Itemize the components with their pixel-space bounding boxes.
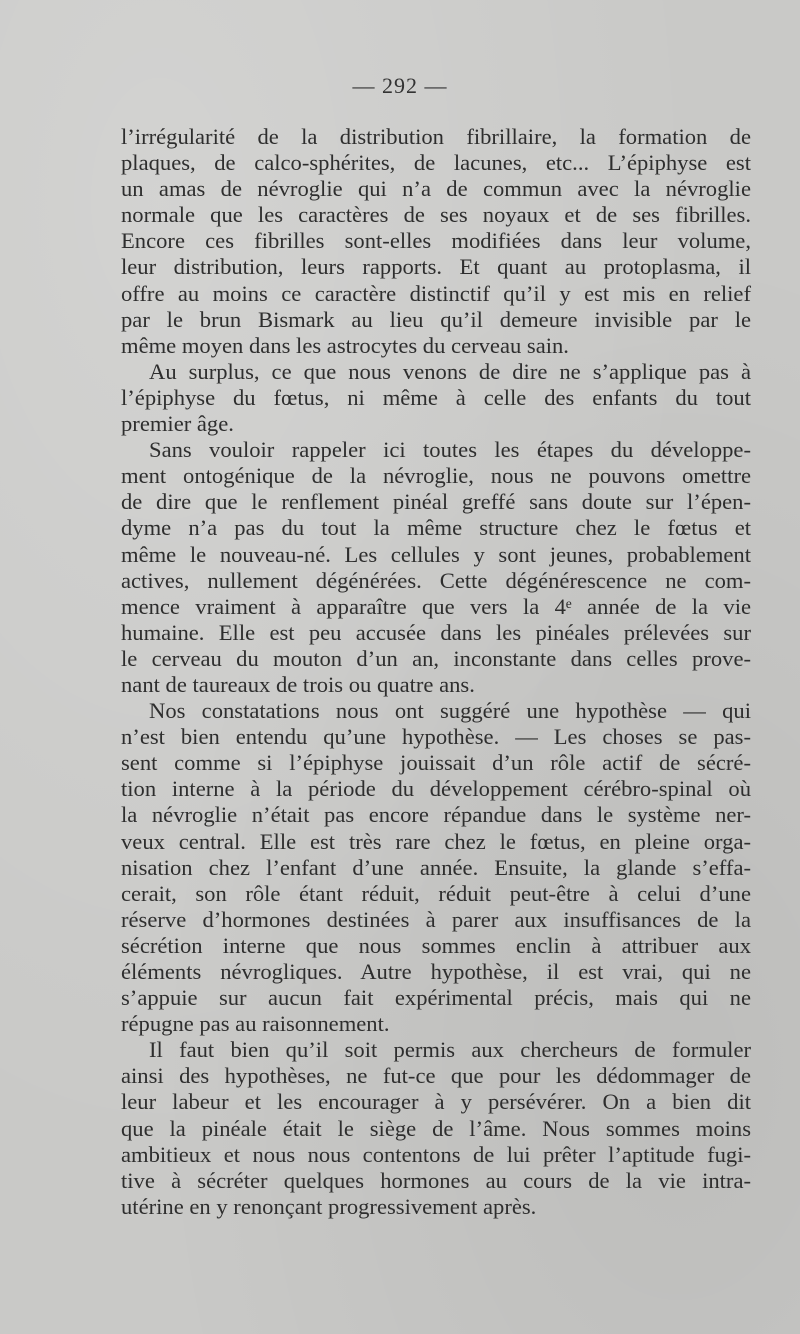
text-line: ambitieux et nous nous contentons de lui prêter l’aptitude fugi- <box>121 1141 751 1167</box>
text-line: Encore ces fibrilles sont-elles modifiées dans leur volume, <box>121 228 751 254</box>
text-line: sécrétion interne que nous sommes enclin à attribuer aux <box>121 932 751 958</box>
text-line: même le nouveau-né. Les cellules y sont jeunes, probablement <box>121 541 751 567</box>
text-line: l’épiphyse du fœtus, ni même à celle des enfants du tout <box>121 384 751 410</box>
text-line: répugne pas au raisonnement. <box>121 1011 390 1037</box>
text-line: Sans vouloir rappeler ici toutes les étapes du développe- <box>149 437 751 463</box>
text-line: l’irrégularité de la distribution fibrillaire, la formation de <box>121 124 751 149</box>
text-line: par le brun Bismark au lieu qu’il demeure invisible par le <box>121 306 751 332</box>
text-line: la névroglie n’était pas encore répandue dans le système ner- <box>121 802 751 828</box>
text-line: mence vraiment à apparaître que vers la 4ᵉ année de la vie <box>121 593 751 619</box>
text-line: même moyen dans les astrocytes du cerveau sain. <box>121 332 569 358</box>
text-line: leur labeur et les encourager à y persévérer. On a bien dit <box>121 1089 751 1115</box>
text-line: n’est bien entendu qu’une hypothèse. — Les choses se pas- <box>121 724 751 750</box>
page-number: — 292 — <box>352 73 448 98</box>
text-line: nant de taureaux de trois ou quatre ans. <box>121 671 475 697</box>
text-line: ment ontogénique de la névroglie, nous ne pouvons omettre <box>121 463 751 489</box>
text-line: veux central. Elle est très rare chez le fœtus, en pleine orga- <box>121 828 751 854</box>
text-line: plaques, de calco-sphérites, de lacunes, etc... L’épiphyse est <box>121 150 751 176</box>
text-line: que la pinéale était le siège de l’âme. Nous sommes moins <box>121 1115 751 1141</box>
text-line: leur distribution, leurs rapports. Et quant au protoplasma, il <box>121 254 751 280</box>
text-line: un amas de névroglie qui n’a de commun avec la névroglie <box>121 176 751 202</box>
text-line: de dire que le renflement pinéal greffé sans doute sur l’épen- <box>121 489 751 515</box>
text-line: cerait, son rôle étant réduit, réduit peut-être à celui d’une <box>121 880 751 906</box>
text-line: Nos constatations nous ont suggéré une hypothèse — qui <box>149 698 751 724</box>
text-line: humaine. Elle est peu accusée dans les pinéales prélevées sur <box>121 619 751 645</box>
text-line: ainsi des hypothèses, ne fut-ce que pour les dédommager de <box>121 1063 751 1089</box>
text-line: offre au moins ce caractère distinctif qu’il y est mis en relief <box>121 280 751 306</box>
paragraph <box>121 437 751 698</box>
text-line: sent comme si l’épiphyse jouissait d’un rôle actif de sécré- <box>121 750 751 776</box>
text-line: éléments névrogliques. Autre hypothèse, il est vrai, qui ne <box>121 959 751 984</box>
paragraph <box>121 124 751 359</box>
text-line: premier âge. <box>121 411 234 437</box>
text-line: Il faut bien qu’il soit permis aux chercheurs de formuler <box>149 1037 751 1063</box>
text-line: dyme n’a pas du tout la même structure chez le fœtus et <box>121 515 751 541</box>
text-line: le cerveau du mouton d’un an, inconstante dans celles prove- <box>121 645 751 671</box>
text-line: actives, nullement dégénérées. Cette dégénérescence ne com- <box>121 567 751 593</box>
text-line: normale que les caractères de ses noyaux et de ses fibrilles. <box>121 202 751 228</box>
text-line: nisation chez l’enfant d’une année. Ensuite, la glande s’effa- <box>121 854 751 880</box>
paragraph <box>121 698 751 1037</box>
paragraph <box>121 1037 751 1220</box>
text-line: Au surplus, ce que nous venons de dire ne s’applique pas à <box>149 358 751 384</box>
text-line: utérine en y renonçant progressivement après. <box>121 1193 537 1219</box>
text-line: tion interne à la période du développement cérébro-spinal où <box>121 776 751 802</box>
text-line: tive à sécréter quelques hormones au cours de la vie intra- <box>121 1167 751 1193</box>
text-line: s’appuie sur aucun fait expérimental précis, mais qui ne <box>121 985 751 1011</box>
text-line: réserve d’hormones destinées à parer aux insuffisances de la <box>121 906 751 932</box>
paragraph <box>121 359 751 437</box>
body-text <box>121 124 751 1220</box>
